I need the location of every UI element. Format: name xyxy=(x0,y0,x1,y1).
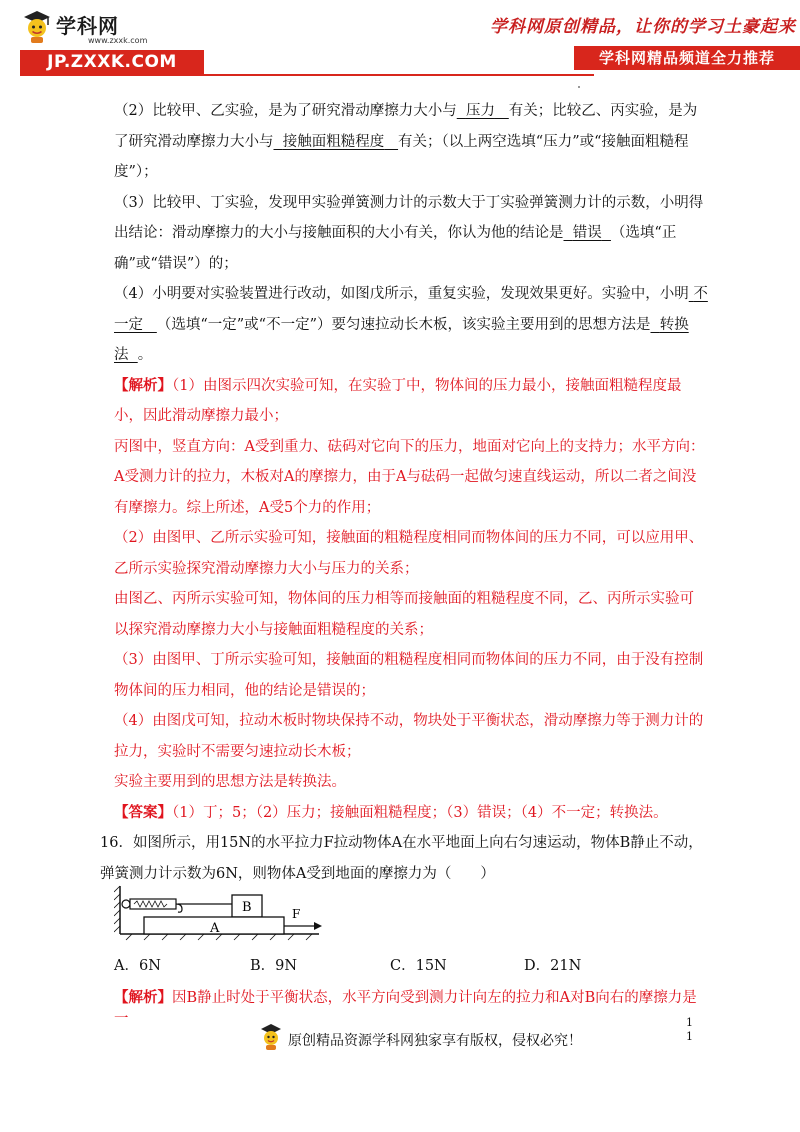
answer-blank: 不一定 xyxy=(114,286,708,333)
copyright-notice: 原创精品资源学科网独家享有版权，侵权必究！ xyxy=(288,1033,582,1049)
question-part-4: （4）小明要对实验装置进行改动，如图戊所示，重复实验，发现效果更好。实验中，小明 不一定 （选填“一定”或“不一定”）要匀速拉动长木板，该实验主要用到的思想方法是 转换法 。 xyxy=(114,286,708,363)
force-label: F xyxy=(292,907,301,921)
analysis-block xyxy=(114,371,708,829)
page-footer xyxy=(258,1022,678,1062)
question-part-3: （3）比较甲、丁实验，发现甲实验弹簧测力计的示数大于丁实验弹簧测力计的示数，小明得出结论：滑动摩擦力的大小与接触面积的大小有关，你认为他的结论是 错误 （选填“正确”或“错误”）的； xyxy=(114,194,704,272)
mascot-icon xyxy=(258,1022,284,1052)
analysis-line: 丙图中，竖直方向：A受到重力、砝码对它向下的压力，地面对它向上的支持力；水平方向：A受测力计的拉力，木板对A的摩擦力，由于A与砝码一起做匀速直线运动，所以二者之间没有摩擦力。综上所述，A受5个力的作用； xyxy=(114,438,705,516)
analysis-tag: 【解析】 xyxy=(114,989,172,1006)
site-logo[interactable] xyxy=(20,6,200,72)
analysis-line: （3）由图甲、丁所示实验可知，接触面的粗糙程度相同而物体间的压力不同，由于没有控制物体间的压力相同，他的结论是错误的； xyxy=(114,652,704,699)
page-header xyxy=(0,0,800,80)
answer-tag: 【答案】 xyxy=(114,803,172,821)
choice-c[interactable]: C．15N xyxy=(390,958,447,974)
analysis-line: 【解析】（1）由图示四次实验可知，在实验丁中，物体间的压力最小，接触面粗糙程度最小，因此滑动摩擦力最小； xyxy=(114,376,682,424)
answer-blank: 转换法 xyxy=(114,316,689,363)
header-slogan: 学科网原创精品，让你的学习土豪起来 xyxy=(490,17,796,37)
answer-line: 【答案】（1）丁；5；（2）压力；接触面粗糙程度；（3）错误；（4）不一定；转换法。 xyxy=(114,803,668,821)
analysis-line: 由图乙、丙所示实验可知，物体间的压力相等而接触面的粗糙程度不同，乙、丙所示实验可以探究滑动摩擦力大小与接触面粗糙程度的关系； xyxy=(114,591,694,638)
question-part-2: （2）比较甲、乙实验，是为了研究滑动摩擦力大小与 压力 有关；比较乙、丙实验，是为了研究滑动摩擦力大小与 接触面粗糙程度 有关；（以上两空选填“压力”或“接触面粗糙程度”）； xyxy=(114,103,698,180)
answer-blank: 压力 xyxy=(465,103,495,119)
page-total: 1 xyxy=(686,1030,693,1043)
page-number: 1 xyxy=(686,1016,693,1029)
header-dot xyxy=(578,86,580,88)
question-16: 16．如图所示，用15N的水平拉力F拉动物体A在水平地面上向右匀速运动，物体B静止不动，弹簧测力计示数为6N，则物体A受到地面的摩擦力为（ ） xyxy=(100,835,703,882)
logo-url: www.zxxk.com xyxy=(88,36,148,45)
answer-blank: 错误 xyxy=(572,225,602,241)
logo-name: 学科网 xyxy=(56,14,119,38)
choice-b[interactable]: B．9N xyxy=(250,958,298,974)
answer-blank: 接触面粗糙程度 xyxy=(282,133,385,150)
question-16-analysis: 【解析】因B静止时处于平衡状态，水平方向受到测力计向左的拉力和A对B向右的摩擦力是一 xyxy=(114,989,697,1027)
analysis-line: （4）由图戊可知，拉动木板时物块保持不动，物块处于平衡状态，滑动摩擦力等于测力计的拉力，实验时不需要匀速拉动长木板； xyxy=(114,713,704,760)
analysis-tag: 【解析】 xyxy=(114,376,172,394)
mascot-icon xyxy=(20,8,54,44)
pulley-ring xyxy=(122,900,130,908)
header-divider xyxy=(20,74,594,76)
spring-scale xyxy=(130,899,176,909)
block-b-label: B xyxy=(242,900,252,915)
logo-domain-bar: JP.ZXXK.COM xyxy=(20,50,204,74)
analysis-line: （2）由图甲、乙所示实验可知，接触面的粗糙程度相同而物体间的压力不同，可以应用甲、乙所示实验探究滑动摩擦力大小与压力的关系； xyxy=(114,530,704,577)
analysis-line: 实验主要用到的思想方法是转换法。 xyxy=(114,774,346,790)
question-content xyxy=(100,96,708,889)
choice-d[interactable]: D．21N xyxy=(524,958,582,974)
block-a-label: A xyxy=(210,921,220,936)
physics-figure xyxy=(114,884,324,942)
choice-a[interactable]: A．6N xyxy=(114,958,161,974)
channel-banner[interactable]: 学科网精品频道全力推荐 xyxy=(574,46,800,70)
